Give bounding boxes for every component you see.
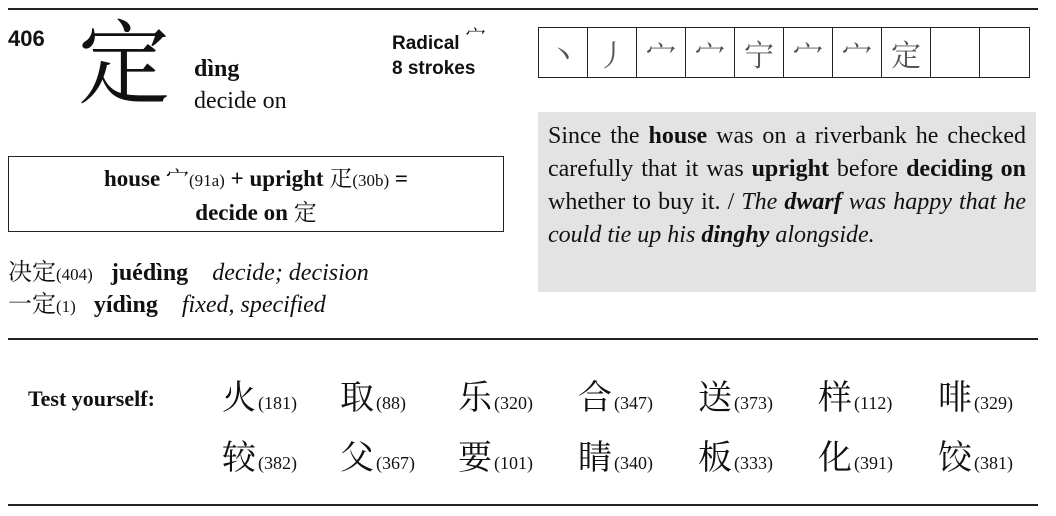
formula-line-1 [9,163,503,197]
main-character: 定 [78,11,171,118]
compound-pinyin: yídìng [93,292,158,318]
story-italic: was happy that he could tie up his [548,189,1026,248]
test-item: 送 (373) [698,378,773,418]
story-text: was on a riverbank he checked carefully that it was [548,123,1026,182]
formula-part2-word: upright [249,166,324,191]
compound-meaning: fixed, specified [181,292,326,318]
formula-part1-word: house [103,166,161,191]
radical-label: Radical [392,33,460,54]
stroke-cell [980,28,1029,77]
stroke-cell [931,28,980,77]
test-item: 样 (112) [818,378,893,418]
test-item: 饺 (381) [938,438,1013,478]
stroke-cell: 宁 [735,28,784,77]
formula-line-2 [9,197,503,229]
entry-pinyin: dìng [194,56,240,82]
component-formula-box [8,156,504,232]
test-item: 乐 (320) [458,378,533,418]
story-bold: upright [751,156,829,182]
entry-number: 406 [8,26,45,51]
story-italic: The [741,189,785,215]
stroke-cell: 定 [882,28,931,77]
formula-part1-char: 宀 [165,166,189,191]
radical-character: 宀 [465,26,486,48]
compound-word: 一定 [8,292,56,318]
entry-meaning: decide on [194,88,287,114]
test-yourself-label: Test yourself: [28,386,155,411]
story-bold-italic: dwarf [784,189,842,215]
compound-word: 决定 [8,260,56,286]
formula-plus: + [230,166,244,191]
compound-ref: (1) [56,297,76,316]
story-bold-italic: dinghy [701,222,770,248]
test-item: 较 (382) [222,438,297,478]
test-item: 化 (391) [818,438,893,478]
story-text: Since the [548,123,649,149]
stroke-cell: 宀 [784,28,833,77]
formula-result-char: 定 [293,200,317,225]
radical-info [392,26,486,55]
formula-part2-char: 疋 [329,166,353,191]
test-item: 取 (88) [340,378,406,418]
test-item: 板 (333) [698,438,773,478]
test-item: 睛 (340) [578,438,653,478]
compound-pinyin: juédìng [110,260,189,286]
bottom-rule [8,504,1038,506]
test-item: 要 (101) [458,438,533,478]
stroke-cell: 宀 [637,28,686,77]
compound-word-1 [8,252,369,287]
compound-meaning: decide; decision [212,260,369,286]
stroke-cell: 宀 [833,28,882,77]
stroke-count: 8 strokes [392,58,476,79]
stroke-cell: 丶 [539,28,588,77]
stroke-order-grid [538,27,1030,78]
story-text: before [828,156,907,182]
compound-word-2 [8,284,326,319]
story-bold: house [648,123,708,149]
test-item: 火 (181) [222,378,297,418]
stroke-cell: 宀 [686,28,735,77]
compound-ref: (404) [56,265,93,284]
test-item: 合 (347) [578,378,653,418]
stroke-cell: 丿 [588,28,637,77]
formula-result-word: decide on [195,200,288,225]
story-text: whether to buy it. / [548,189,742,215]
formula-part1-ref: (91a) [188,171,225,190]
story-italic: alongside. [769,222,875,248]
story-bold: deciding on [906,156,1027,182]
test-item: 啡 (329) [938,378,1013,418]
formula-equals: = [394,166,409,191]
test-item: 父 (367) [340,438,415,478]
mnemonic-story [538,112,1036,292]
formula-part2-ref: (30b) [352,171,390,190]
middle-rule [8,338,1038,340]
